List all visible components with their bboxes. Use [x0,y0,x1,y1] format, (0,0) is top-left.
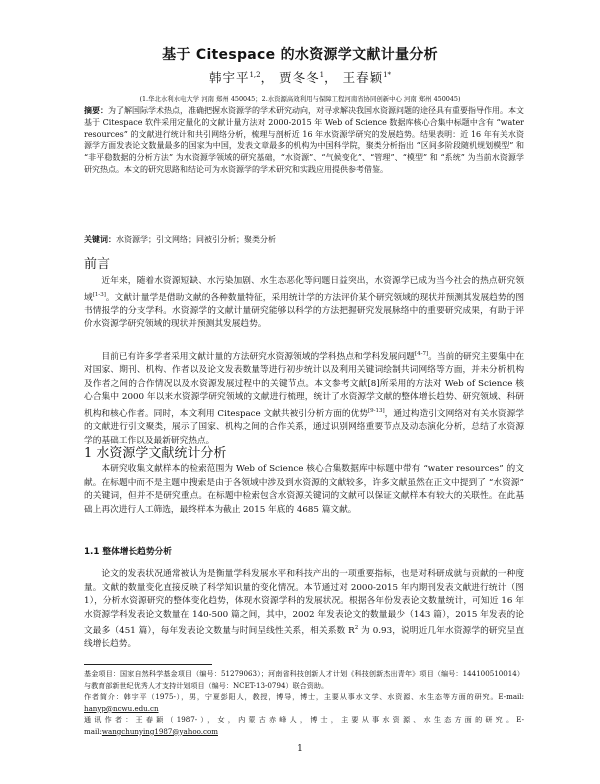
paragraph-text: 论文的发表状况通常被认为是衡量学科发展水平和科技产出的一项重要指标，也是对科研成就与贡献的一种度量。文献的数量变化直接反映了科学知识量的变化情况。本节通过对 2000-2015 年内期刊发表文献进行统计（图 1），分析水资源研究的整体变化趋势，体现水资源学科的发展状况。根据各年份发表论文数量统计，可知近 16 年水资源学科发表论文数量在 140-500 篇之间，其中，2002 年发表论文的数量最少（143 篇），2015 年发表的论文最多（451 篇），每年发表论文数量与时间呈线性关系，相关系数 R [84,569,524,636]
citation-ref: [4-7] [415,351,429,357]
body-paragraph: 本研究收集文献样本的检索范围为 Web of Science 核心合集数据库中标题中带有 “water resources” 的文献。在标题中而不是主题中搜索是由于各领域中涉及到水资源的文献较多，许多文献虽然在正文中提到了 “水资源” 的关键词，但并不是研究重点。在标题中检索包含水资源关键词的文献可以保证文献样本有较大的关联性。在此基础上再次进行人工筛选，最终样本为截止 2015 年底的 4685 篇文献。 [84,464,524,515]
section-heading-1: 1 水资源学文献统计分析 [84,446,227,461]
body-paragraph [84,275,524,332]
email-link[interactable]: hanyp@ncwu.edu.cn [84,703,159,713]
paragraph-text: 。当前的研究主要集中在对国家、期刊、机构、作者以及论文发表数量等进行初步统计以及利用关键词绘制共词网络等方面，并未分析机构及作者之间的合作情况以及水资源发展过程中的关键节点。本文参考文献[8]所采用的方法对 Web of Science 核心合集中 2000 年以来水资源学研究领域的文献进行梳理，统计了水资源学文献的整体增长趋势、研究领域、科研机构和核心作者。同时，本文利用 Citespace 文献共被引分析方面的优势 [84,351,525,419]
author-name: 贾冬冬 [279,70,320,85]
footnote-divider [84,664,212,665]
abstract-label: 摘要： [84,106,108,115]
paragraph-text: 为 0.93，说明近几年水资源学的研究呈直线增长趋势。 [84,625,525,650]
paragraph-text: 。文献计量学是借助文献的各种数量特征，采用统计学的方法评价某个研究领域的现状并预测其发展趋势的图书情报学的分支学科。水资源学的文献计量研究能够以科学的方法把握研究发展脉络中的重要研究成果，有助于评价水资源学研究领域的现状并预测其发展趋势。 [84,292,525,330]
superscript: 2 [354,625,359,631]
citation-ref: [9-13] [367,407,385,414]
affiliation: (1.华北水利水电大学 河南 郑州 450045；2.水资源高效利用与保障工程河南省协同创新中心 河南 郑州 450045) [139,95,461,103]
footnotes [84,668,524,737]
author-name: 韩宇平 [208,70,250,85]
author-name: 王春颖 [342,70,384,85]
footnote-text: 通讯作者：王春颖（1987-），女，内蒙古赤峰人，博士，主要从事水资源、水生态方面的研究。E-mail: [84,715,524,736]
email-link[interactable]: wangchunying1987@yahoo.com [101,726,218,736]
paragraph-text: 目前已有许多学者采用文献计量的方法研究水资源领域的学科热点和学科发展问题 [101,351,416,362]
author-list: 韩宇平$^{1,2}$， 贾冬冬$^1$， 王春颖$^{1*}$ [208,70,392,85]
footnote-corresponding [84,714,524,737]
page-number: 1 [297,744,303,754]
abstract [84,105,524,176]
keywords-label: 关键词： [84,235,116,244]
keywords [84,234,524,245]
body-paragraph [84,568,524,652]
abstract-text: 为了解国际学术热点，准确把握水资源学的学术研究动向，对寻求解决我国水资源问题的途径具有重要指导作用。本文基于 Citespace 软件采用定量化的文献计量方法对 2000-2015 年 Web of Science 数据库核心合集中标题中含有 “water resources” 的文献进行统计和共引网络分析，梳理与剖析近 16 年水资源学研究的发展趋势。结果表明：近 16 年有关水资源学方面发表论文数量最多的国家为中国，发表文章最多的机构为中国科学院，聚类分析指出 “区间多阶段随机规划模型” 和 “非平稳数据的分析方法” 为水资源学领域的研究基础，“水资源”、“气候变化”、“管理”、“模型” 和 “系统” 为当前水资源学研究热点。本文的研究思路和结论可为水资源学的学术研究和实践应用提供参考借鉴。 [84,106,524,174]
paper-title: 基于 Citespace 的水资源学文献计量分析 [162,47,438,63]
citation-ref: [1-3] [92,291,106,298]
author-affil-mark: 1* [383,70,392,79]
footnote-author [84,691,524,714]
footnote-fund: 基金项目：国家自然科学基金项目（编号：51279063）；河南省科技创新人才计划《科技创新杰出青年》项目（编号：144100510014）与教育部新世纪优秀人才支持计划项目（编号：NCET-13-0794）联合资助。 [84,669,524,690]
author-affil-mark: 1,2 [249,70,261,79]
paragraph-text: 近年来，随着水资源短缺、水污染加剧、水生态恶化等问题日益突出，水资源学已成为当今社会的热点研究领域 [84,276,524,303]
paragraph-text: ，通过构造引文网络对有关水资源学的文献进行引文聚类，展示了国家、机构之间的合作关系，通过识别网络重要节点及动态演化分析，总结了水资源学的基础工作以及最新研究热点。 [84,408,524,446]
keywords-text: 水资源学；引文网络；同被引分析；聚类分析 [116,235,276,244]
footnote-text: 作者简介：韩宇平（1975-），男，宁夏彭阳人，教授，博导，博士，主要从事水文学、水资源、水生态等方面的研究。E-mail: [84,692,524,701]
body-paragraph [84,348,524,448]
section-heading-preface: 前言 [84,257,111,272]
subsection-heading-1-1: 1.1 整体增长趋势分析 [84,547,172,557]
author-affil-mark: 1 [319,70,325,79]
